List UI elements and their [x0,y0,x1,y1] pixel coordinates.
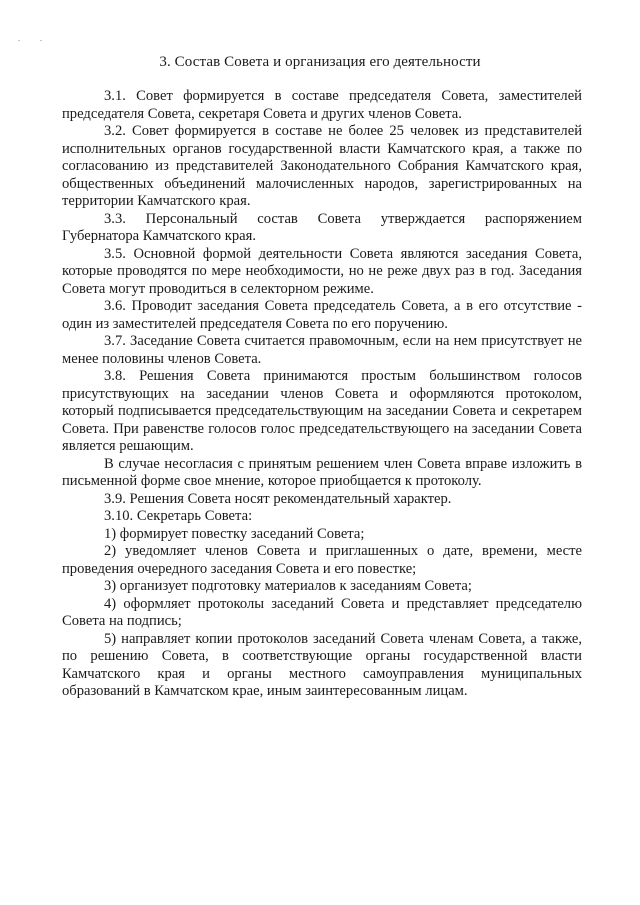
paragraph-3-6: 3.6. Проводит заседания Совета председатель Совета, а в его отсутствие - один из заместителей председателя Совета по его поручению. [62,298,582,332]
document-body [62,88,582,701]
list-item-4: 4) оформляет протоколы заседаний Совета и представляет председателю Совета на подпись; [62,595,582,629]
scan-artifact [18,40,20,41]
list-item-2: 2) уведомляет членов Совета и приглашенных о дате, времени, месте проведения очередного заседания Совета и его повестке; [62,543,582,577]
list-item-1: 1) формирует повестку заседаний Совета; [104,525,365,542]
paragraph-3-3: 3.3. Персональный состав Совета утверждается распоряжением Губернатора Камчатского края. [62,210,582,244]
list-item-5: 5) направляет копии протоколов заседаний Совета членам Совета, а также, по решению Совета, в соответствующие органы государственной власти Камчатского края и органы местного самоуправления муниципальных образований в Камчатском крае, иным заинтересованным лицам. [62,630,582,699]
paragraph-3-5: 3.5. Основной формой деятельности Совета являются заседания Совета, которые проводятся по мере необходимости, но не реже двух раз в год. Заседания Совета могут проводиться в селекторном режиме. [62,245,582,297]
scan-artifact [40,40,42,41]
paragraph-3-2: 3.2. Совет формируется в составе не более 25 человек из представителей исполнительных органов государственной власти Камчатского края, а также по согласованию из представителей Законодательного Собрания Камчатского края, общественных объединений малочисленных народов, зарегистрированных на территории Камчатского края. [62,123,582,209]
list-item-3: 3) организует подготовку материалов к заседаниям Совета; [104,578,472,594]
paragraph-3-10: 3.10. Секретарь Совета: [104,508,253,524]
paragraph-3-7: 3.7. Заседание Совета считается правомочным, если на нем присутствует не менее половины членов Совета. [62,333,582,367]
paragraph-3-9: 3.9. Решения Совета носят рекомендательный характер. [104,490,452,507]
paragraph-3-8: 3.8. Решения Совета принимаются простым большинством голосов присутствующих на заседании членов Совета и оформляются протоколом, который подписывается председательствующим на заседании Совета и секретарем Совета. При равенстве голосов голос председательствующего на заседании Совета является решающим. [62,368,582,454]
paragraph-dissent: В случае несогласия с принятым решением член Совета вправе изложить в письменной форме свое мнение, которое приобщается к протоколу. [62,455,582,489]
section-heading: 3. Состав Совета и организация его деятельности [159,54,481,70]
paragraph-3-1: 3.1. Совет формируется в составе председателя Совета, заместителей председателя Совета, секретаря Совета и других членов Совета. [62,88,582,122]
